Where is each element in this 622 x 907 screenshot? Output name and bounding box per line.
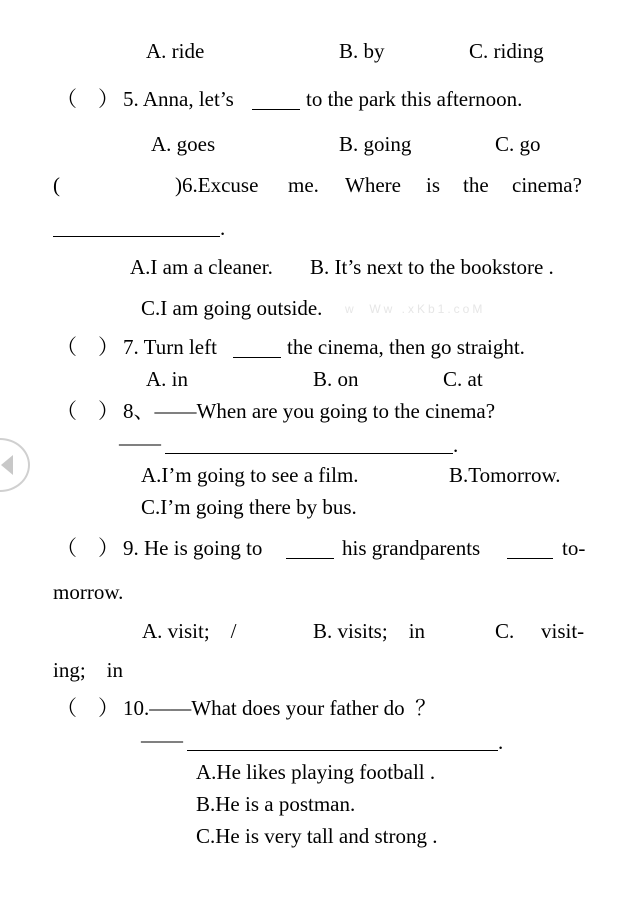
option-c: C. riding	[469, 39, 544, 63]
option-c-wrap: ing; in	[53, 658, 124, 682]
answer-paren: （ ）	[56, 536, 119, 560]
watermark: w Ww .xKb1.coM	[345, 302, 486, 316]
arrow-left-icon	[1, 455, 13, 475]
answer-paren: （ ）	[56, 335, 119, 359]
answer-paren-open: (	[53, 173, 60, 197]
option-c: C. at	[443, 367, 483, 391]
answer-line	[187, 750, 498, 751]
question-word: me.	[288, 173, 319, 197]
blank-line	[233, 357, 281, 358]
question-word: is	[426, 173, 441, 197]
question-stem-cont: his grandparents	[342, 536, 481, 560]
option-c: C.He is very tall and strong .	[196, 824, 438, 848]
blank-line	[252, 109, 300, 110]
answer-end: .	[453, 433, 459, 457]
question-stem-cont: the cinema, then go straight.	[287, 335, 525, 359]
option-a: A. goes	[151, 132, 216, 156]
option-b: B.Tomorrow.	[449, 463, 561, 487]
blank-line	[507, 558, 553, 559]
option-a: A.He likes playing football .	[196, 760, 436, 784]
answer-paren: （ ）	[56, 87, 119, 111]
option-b: B.He is a postman.	[196, 792, 356, 816]
answer-paren: （ ）	[56, 399, 119, 423]
option-b: B. on	[313, 367, 359, 391]
question-stem-wrap: morrow.	[53, 580, 124, 604]
answer-end: .	[498, 730, 504, 754]
option-c-word: visit-	[541, 619, 585, 643]
option-a: A. ride	[146, 39, 205, 63]
question-stem: 8、——When are you going to the cinema?	[123, 399, 496, 423]
option-c: C. go	[495, 132, 541, 156]
option-a: A. in	[146, 367, 188, 391]
answer-line	[53, 236, 220, 237]
question-stem: 10.——What does your father do ？	[123, 696, 437, 720]
option-b: B. It’s next to the bookstore .	[310, 255, 554, 279]
question-stem: 7. Turn left	[123, 335, 217, 359]
option-b: B. visits; in	[313, 619, 426, 643]
answer-end: .	[220, 216, 226, 240]
option-c: C.	[495, 619, 515, 643]
answer-paren-close: )	[175, 173, 182, 197]
answer-dash: ——	[119, 431, 161, 455]
answer-paren: （ ）	[56, 696, 119, 720]
option-c: C.I am going outside.	[141, 296, 323, 320]
answer-line	[165, 453, 453, 454]
question-word: cinema?	[512, 173, 582, 197]
blank-line	[286, 558, 334, 559]
question-stem-end: to-	[562, 536, 586, 560]
option-a: A. visit; /	[142, 619, 237, 643]
question-word: 6.Excuse	[182, 173, 259, 197]
option-a: A.I am a cleaner.	[130, 255, 273, 279]
question-stem: 5. Anna, let’s	[123, 87, 234, 111]
option-a: A.I’m going to see a film.	[141, 463, 359, 487]
option-c: C.I’m going there by bus.	[141, 495, 357, 519]
previous-page-button[interactable]	[0, 438, 30, 492]
option-b: B. by	[339, 39, 385, 63]
question-word: the	[463, 173, 489, 197]
question-word: Where	[345, 173, 401, 197]
question-stem: 9. He is going to	[123, 536, 263, 560]
question-stem-cont: to the park this afternoon.	[306, 87, 523, 111]
option-b: B. going	[339, 132, 412, 156]
answer-dash: ——	[141, 728, 183, 752]
